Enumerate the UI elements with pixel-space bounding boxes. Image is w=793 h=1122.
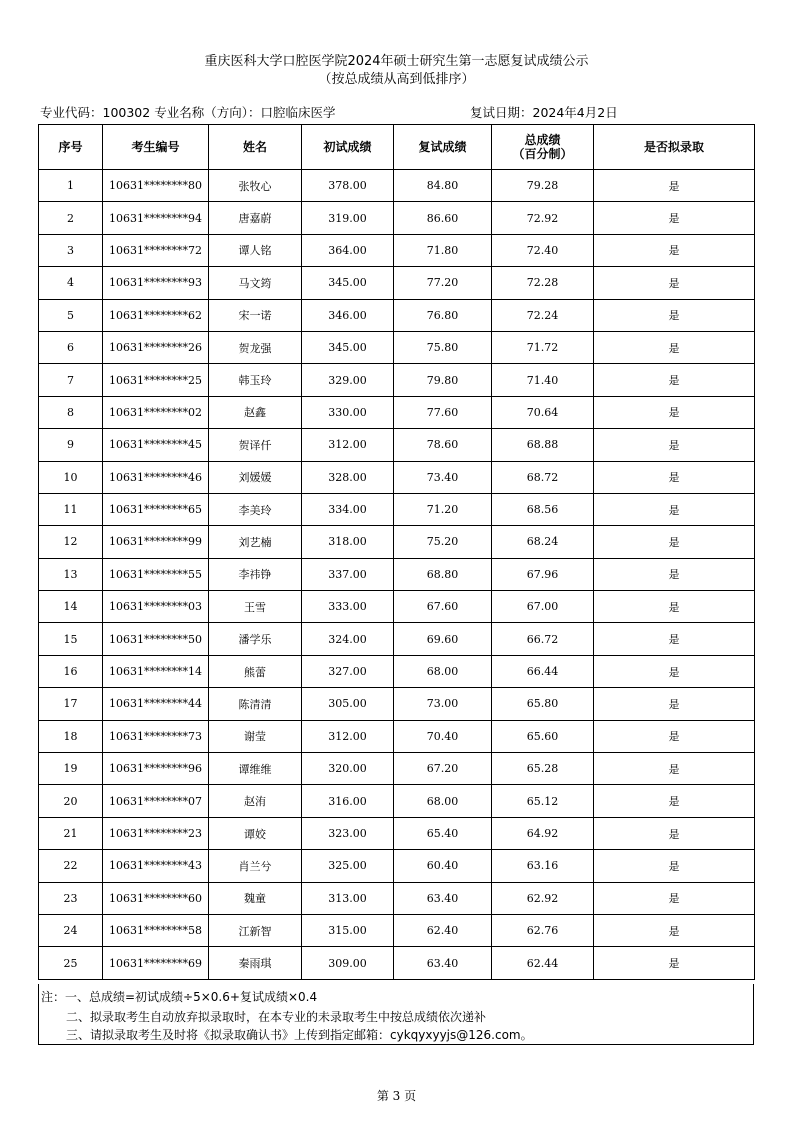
cell-name: 赵鑫 [209, 396, 302, 428]
cell-name: 谭姣 [209, 817, 302, 849]
cell-total-score: 67.96 [492, 558, 594, 590]
page-title: 重庆医科大学口腔医学院2024年硕士研究生第一志愿复试成绩公示 [204, 54, 589, 69]
cell-prelim-score: 346.00 [302, 299, 394, 331]
cell-seq: 4 [39, 267, 103, 299]
table-row [39, 429, 755, 461]
header-admission: 是否拟录取 [594, 125, 755, 170]
cell-prelim-score: 312.00 [302, 720, 394, 752]
cell-candidate-id: 10631********45 [103, 429, 209, 461]
cell-total-score: 62.76 [492, 914, 594, 946]
cell-total-score: 68.88 [492, 429, 594, 461]
cell-admission: 是 [594, 364, 755, 396]
cell-retest-score: 73.40 [394, 461, 492, 493]
cell-admission: 是 [594, 396, 755, 428]
page-subtitle: （按总成绩从高到低排序） [318, 72, 475, 87]
cell-name: 李美玲 [209, 493, 302, 525]
table-row [39, 493, 755, 525]
cell-candidate-id: 10631********03 [103, 591, 209, 623]
cell-candidate-id: 10631********72 [103, 234, 209, 266]
cell-total-score: 66.44 [492, 655, 594, 687]
cell-total-score: 62.92 [492, 882, 594, 914]
cell-admission: 是 [594, 914, 755, 946]
score-table [38, 124, 755, 980]
cell-name: 谢莹 [209, 720, 302, 752]
cell-prelim-score: 313.00 [302, 882, 394, 914]
cell-seq: 12 [39, 526, 103, 558]
cell-retest-score: 75.20 [394, 526, 492, 558]
cell-name: 肖兰兮 [209, 850, 302, 882]
cell-candidate-id: 10631********80 [103, 170, 209, 202]
cell-name: 魏童 [209, 882, 302, 914]
cell-total-score: 62.44 [492, 947, 594, 979]
cell-candidate-id: 10631********25 [103, 364, 209, 396]
cell-retest-score: 76.80 [394, 299, 492, 331]
cell-admission: 是 [594, 202, 755, 234]
cell-retest-score: 77.20 [394, 267, 492, 299]
cell-admission: 是 [594, 526, 755, 558]
cell-name: 贺译仟 [209, 429, 302, 461]
cell-admission: 是 [594, 234, 755, 266]
cell-retest-score: 68.00 [394, 785, 492, 817]
table-row [39, 850, 755, 882]
table-row [39, 299, 755, 331]
cell-name: 秦雨琪 [209, 947, 302, 979]
cell-prelim-score: 318.00 [302, 526, 394, 558]
cell-prelim-score: 305.00 [302, 688, 394, 720]
retest-date: 复试日期：2024年4月2日 [470, 105, 618, 120]
cell-prelim-score: 330.00 [302, 396, 394, 428]
cell-name: 唐嘉蔚 [209, 202, 302, 234]
cell-admission: 是 [594, 591, 755, 623]
cell-admission: 是 [594, 850, 755, 882]
table-row [39, 623, 755, 655]
cell-total-score: 65.60 [492, 720, 594, 752]
cell-admission: 是 [594, 558, 755, 590]
cell-seq: 20 [39, 785, 103, 817]
cell-admission: 是 [594, 299, 755, 331]
cell-seq: 25 [39, 947, 103, 979]
cell-total-score: 72.24 [492, 299, 594, 331]
cell-candidate-id: 10631********50 [103, 623, 209, 655]
cell-seq: 19 [39, 753, 103, 785]
cell-admission: 是 [594, 170, 755, 202]
note-line-3: 三、请拟录取考生及时将《拟录取确认书》上传到指定邮箱：cykqyxyyjs@126.com。 [66, 1028, 533, 1042]
cell-name: 刘媛媛 [209, 461, 302, 493]
cell-prelim-score: 334.00 [302, 493, 394, 525]
cell-retest-score: 68.00 [394, 655, 492, 687]
cell-prelim-score: 364.00 [302, 234, 394, 266]
cell-candidate-id: 10631********55 [103, 558, 209, 590]
cell-name: 马文筠 [209, 267, 302, 299]
table-row [39, 688, 755, 720]
cell-admission: 是 [594, 753, 755, 785]
cell-name: 熊蕾 [209, 655, 302, 687]
cell-prelim-score: 324.00 [302, 623, 394, 655]
cell-name: 宋一诺 [209, 299, 302, 331]
header-prelim-score: 初试成绩 [302, 125, 394, 170]
header-name: 姓名 [209, 125, 302, 170]
cell-seq: 24 [39, 914, 103, 946]
cell-admission: 是 [594, 785, 755, 817]
cell-candidate-id: 10631********14 [103, 655, 209, 687]
cell-prelim-score: 315.00 [302, 914, 394, 946]
cell-retest-score: 67.60 [394, 591, 492, 623]
header-retest-score: 复试成绩 [394, 125, 492, 170]
cell-prelim-score: 378.00 [302, 170, 394, 202]
cell-total-score: 68.24 [492, 526, 594, 558]
cell-name: 谭人铭 [209, 234, 302, 266]
table-row [39, 947, 755, 979]
cell-prelim-score: 325.00 [302, 850, 394, 882]
table-row [39, 461, 755, 493]
table-row [39, 914, 755, 946]
table-row [39, 882, 755, 914]
cell-candidate-id: 10631********44 [103, 688, 209, 720]
cell-seq: 21 [39, 817, 103, 849]
cell-total-score: 72.92 [492, 202, 594, 234]
header-seq: 序号 [39, 125, 103, 170]
cell-candidate-id: 10631********43 [103, 850, 209, 882]
cell-prelim-score: 333.00 [302, 591, 394, 623]
cell-admission: 是 [594, 461, 755, 493]
cell-seq: 17 [39, 688, 103, 720]
cell-prelim-score: 320.00 [302, 753, 394, 785]
cell-total-score: 68.56 [492, 493, 594, 525]
cell-candidate-id: 10631********26 [103, 331, 209, 363]
cell-candidate-id: 10631********58 [103, 914, 209, 946]
notes-box [38, 984, 754, 1045]
header-total-score [492, 125, 594, 170]
cell-candidate-id: 10631********65 [103, 493, 209, 525]
table-row [39, 170, 755, 202]
cell-admission: 是 [594, 331, 755, 363]
header-total-line1: 总成绩 [524, 133, 561, 147]
cell-candidate-id: 10631********94 [103, 202, 209, 234]
cell-prelim-score: 323.00 [302, 817, 394, 849]
cell-seq: 22 [39, 850, 103, 882]
cell-prelim-score: 345.00 [302, 331, 394, 363]
cell-retest-score: 63.40 [394, 882, 492, 914]
table-row [39, 331, 755, 363]
cell-total-score: 71.40 [492, 364, 594, 396]
table-row [39, 785, 755, 817]
cell-retest-score: 67.20 [394, 753, 492, 785]
cell-admission: 是 [594, 720, 755, 752]
cell-name: 李祎铮 [209, 558, 302, 590]
cell-seq: 13 [39, 558, 103, 590]
cell-admission: 是 [594, 882, 755, 914]
cell-prelim-score: 345.00 [302, 267, 394, 299]
cell-name: 贺龙强 [209, 331, 302, 363]
cell-admission: 是 [594, 623, 755, 655]
note-line-2: 二、拟录取考生自动放弃拟录取时，在本专业的未录取考生中按总成绩依次递补 [66, 1010, 487, 1024]
cell-admission: 是 [594, 429, 755, 461]
note-line-1: 注：一、总成绩=初试成绩÷5×0.6+复试成绩×0.4 [41, 990, 318, 1004]
cell-seq: 23 [39, 882, 103, 914]
cell-total-score: 68.72 [492, 461, 594, 493]
cell-seq: 2 [39, 202, 103, 234]
cell-admission: 是 [594, 655, 755, 687]
cell-candidate-id: 10631********46 [103, 461, 209, 493]
table-row [39, 655, 755, 687]
cell-total-score: 66.72 [492, 623, 594, 655]
cell-retest-score: 63.40 [394, 947, 492, 979]
cell-admission: 是 [594, 267, 755, 299]
cell-candidate-id: 10631********23 [103, 817, 209, 849]
cell-retest-score: 71.20 [394, 493, 492, 525]
cell-candidate-id: 10631********69 [103, 947, 209, 979]
cell-total-score: 70.64 [492, 396, 594, 428]
cell-retest-score: 62.40 [394, 914, 492, 946]
table-row [39, 234, 755, 266]
page-number: 第 3 页 [376, 1089, 417, 1103]
cell-seq: 14 [39, 591, 103, 623]
cell-retest-score: 84.80 [394, 170, 492, 202]
cell-total-score: 65.28 [492, 753, 594, 785]
cell-seq: 18 [39, 720, 103, 752]
cell-admission: 是 [594, 493, 755, 525]
cell-name: 谭维维 [209, 753, 302, 785]
table-row [39, 267, 755, 299]
cell-name: 江新智 [209, 914, 302, 946]
cell-retest-score: 77.60 [394, 396, 492, 428]
cell-total-score: 64.92 [492, 817, 594, 849]
cell-retest-score: 70.40 [394, 720, 492, 752]
header-total-line2: （百分制） [512, 147, 573, 161]
cell-seq: 3 [39, 234, 103, 266]
cell-prelim-score: 312.00 [302, 429, 394, 461]
header-candidate-id: 考生编号 [103, 125, 209, 170]
table-row [39, 720, 755, 752]
major-info: 专业代码：100302 专业名称（方向）：口腔临床医学 [40, 105, 336, 120]
cell-prelim-score: 329.00 [302, 364, 394, 396]
cell-seq: 10 [39, 461, 103, 493]
cell-prelim-score: 327.00 [302, 655, 394, 687]
cell-retest-score: 79.80 [394, 364, 492, 396]
cell-total-score: 79.28 [492, 170, 594, 202]
cell-seq: 9 [39, 429, 103, 461]
cell-name: 潘学乐 [209, 623, 302, 655]
cell-retest-score: 75.80 [394, 331, 492, 363]
cell-name: 陈清清 [209, 688, 302, 720]
cell-name: 王雪 [209, 591, 302, 623]
cell-total-score: 67.00 [492, 591, 594, 623]
cell-retest-score: 65.40 [394, 817, 492, 849]
table-row [39, 202, 755, 234]
cell-seq: 6 [39, 331, 103, 363]
cell-candidate-id: 10631********93 [103, 267, 209, 299]
cell-seq: 15 [39, 623, 103, 655]
cell-retest-score: 73.00 [394, 688, 492, 720]
cell-retest-score: 69.60 [394, 623, 492, 655]
cell-candidate-id: 10631********60 [103, 882, 209, 914]
cell-seq: 16 [39, 655, 103, 687]
cell-total-score: 71.72 [492, 331, 594, 363]
table-row [39, 817, 755, 849]
cell-total-score: 72.40 [492, 234, 594, 266]
table-row [39, 753, 755, 785]
cell-seq: 1 [39, 170, 103, 202]
cell-total-score: 65.12 [492, 785, 594, 817]
cell-name: 刘艺楠 [209, 526, 302, 558]
table-row [39, 526, 755, 558]
cell-total-score: 63.16 [492, 850, 594, 882]
cell-prelim-score: 309.00 [302, 947, 394, 979]
cell-admission: 是 [594, 688, 755, 720]
cell-admission: 是 [594, 817, 755, 849]
cell-retest-score: 78.60 [394, 429, 492, 461]
table-header-row [39, 125, 755, 170]
cell-name: 赵洧 [209, 785, 302, 817]
cell-retest-score: 60.40 [394, 850, 492, 882]
cell-prelim-score: 337.00 [302, 558, 394, 590]
cell-total-score: 72.28 [492, 267, 594, 299]
cell-seq: 7 [39, 364, 103, 396]
table-row [39, 558, 755, 590]
cell-candidate-id: 10631********07 [103, 785, 209, 817]
cell-candidate-id: 10631********02 [103, 396, 209, 428]
table-row [39, 591, 755, 623]
cell-retest-score: 86.60 [394, 202, 492, 234]
cell-prelim-score: 319.00 [302, 202, 394, 234]
cell-prelim-score: 328.00 [302, 461, 394, 493]
cell-prelim-score: 316.00 [302, 785, 394, 817]
cell-seq: 8 [39, 396, 103, 428]
cell-candidate-id: 10631********62 [103, 299, 209, 331]
cell-name: 张牧心 [209, 170, 302, 202]
cell-seq: 11 [39, 493, 103, 525]
cell-seq: 5 [39, 299, 103, 331]
cell-name: 韩玉玲 [209, 364, 302, 396]
cell-candidate-id: 10631********73 [103, 720, 209, 752]
table-row [39, 364, 755, 396]
cell-admission: 是 [594, 947, 755, 979]
cell-retest-score: 68.80 [394, 558, 492, 590]
cell-total-score: 65.80 [492, 688, 594, 720]
cell-candidate-id: 10631********99 [103, 526, 209, 558]
cell-candidate-id: 10631********96 [103, 753, 209, 785]
table-row [39, 396, 755, 428]
cell-retest-score: 71.80 [394, 234, 492, 266]
